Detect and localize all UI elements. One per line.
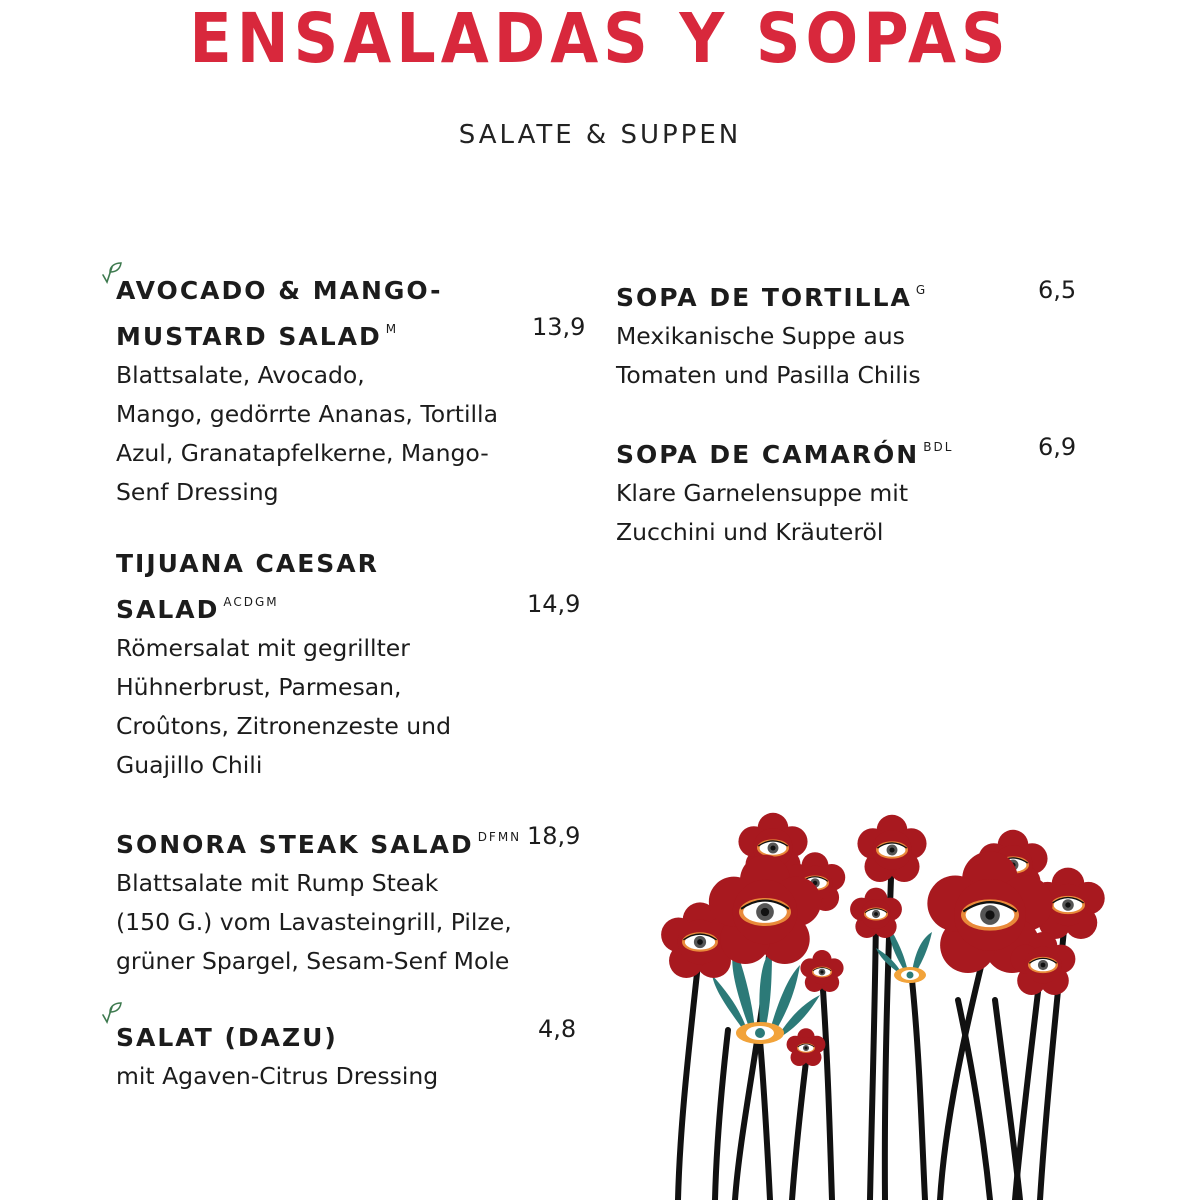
menu-item-sopa-de-camaron — [616, 428, 1086, 552]
menu-item-salat-dazu — [116, 1011, 586, 1096]
item-price: 4,8 — [538, 1015, 577, 1043]
item-price: 13,9 — [532, 313, 586, 341]
item-name: SALAT (DAZU) — [116, 1023, 338, 1052]
leaf-icon — [100, 261, 122, 285]
item-description: Mexikanische Suppe aus Tomaten und Pasilla Chilis — [616, 322, 921, 389]
page-title: ENSALADAS Y SOPAS — [189, 0, 1011, 79]
eye-flowers-illustration — [650, 800, 1110, 1200]
item-description: mit Agaven-Citrus Dressing — [116, 1062, 439, 1090]
menu-item-sonora-steak — [116, 818, 586, 981]
menu-item-sopa-de-tortilla — [616, 271, 1086, 395]
item-description: Klare Garnelensuppe mit Zucchini und Kräuteröl — [616, 479, 909, 546]
item-description: Blattsalate mit Rump Steak (150 G.) vom Lavasteingrill, Pilze, grüner Spargel, Sesam-Senf Mole — [116, 869, 512, 975]
item-price: 18,9 — [527, 822, 581, 850]
item-name: TIJUANA CAESAR SALAD $^{ACDGM}$ — [116, 549, 379, 624]
item-price: 6,5 — [1038, 276, 1077, 304]
item-name: AVOCADO & MANGO- MUSTARD SALAD $^M$ — [116, 276, 443, 351]
item-price: 6,9 — [1038, 433, 1077, 461]
item-description: Römersalat mit gegrillter Hühnerbrust, Parmesan, Croûtons, Zitronenzeste und Guajillo Chili — [116, 634, 451, 779]
menu-item-tijuana-caesar — [116, 544, 586, 785]
menu-item-avocado-mango — [116, 271, 586, 512]
item-name: SOPA DE TORTILLA $^G$ — [616, 283, 928, 312]
item-price: 14,9 — [527, 590, 581, 618]
item-description: Blattsalate, Avocado, Mango, gedörrte Ananas, Tortilla Azul, Granatapfelkerne, Mango- Senf Dressing — [116, 361, 498, 506]
leaf-icon — [100, 1001, 122, 1025]
item-name: SONORA STEAK SALAD $^{DFMN}$ — [116, 830, 522, 859]
page-subtitle: SALATE & SUPPEN — [458, 120, 742, 150]
item-name: SOPA DE CAMARÓN $^{BDL}$ — [616, 440, 954, 469]
